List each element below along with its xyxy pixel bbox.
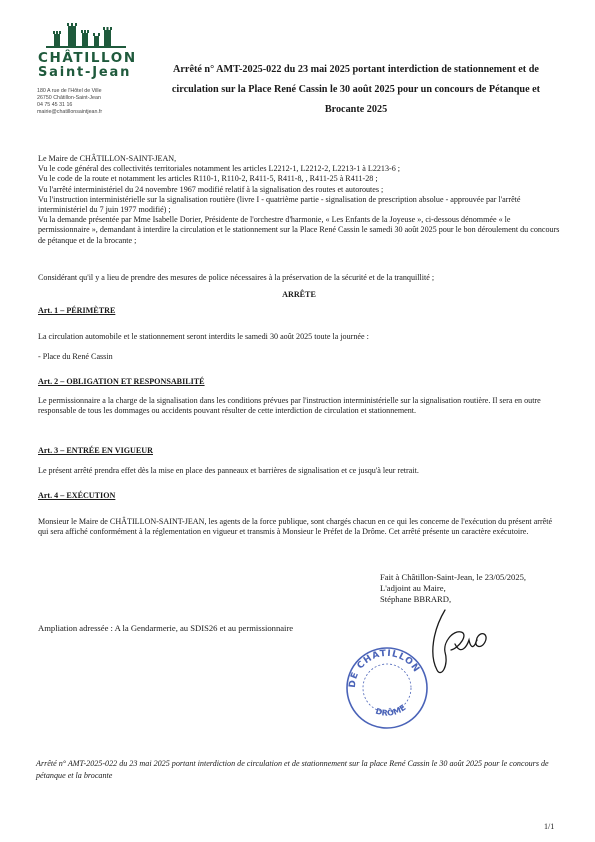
- signatory-name: Stéphane BBRARD,: [380, 594, 452, 604]
- preamble-line: Vu l'instruction interministérielle sur la signalisation routière (livre I - quatrième partie - signalisation de prescription absolue - approuvée par l'arrêté interministériel du 7 juin 1977 modifié) ;: [38, 194, 521, 215]
- address-line: 180 A rue de l'Hôtel de Ville: [37, 88, 102, 94]
- article-1-heading: Art. 1 – PÉRIMÈTRE: [38, 306, 116, 315]
- mairie-address: [37, 88, 102, 116]
- article-4-text: Monsieur le Maire de CHÂTILLON-SAINT-JEAN, les agents de la force publique, sont chargés chacun en ce qui les concerne de l'exécution du présent arrêté qui sera affiché conformément à la réglementation en vigueur et transmis à Monsieur le Préfet de la Drôme. Cet arrêté présente un caractère exécutoire.: [38, 517, 553, 537]
- page-number: 1/1: [544, 822, 555, 831]
- article-1-text: La circulation automobile et le stationnement seront interdits le samedi 30 août 2025 toute la journée :: [38, 332, 369, 341]
- preamble-line: Vu le code de la route et notamment les articles R110-1, R110-2, R411-5, R411-8, , R411-25 à R411-28 ;: [38, 174, 378, 184]
- preamble-line: Le Maire de CHÂTILLON-SAINT-JEAN,: [38, 154, 177, 163]
- article-1-location: - Place du René Cassin: [38, 352, 113, 361]
- logo-line1: CHÂTILLON: [38, 50, 137, 66]
- logo-line2: Saint-Jean: [38, 65, 132, 80]
- considerant: Considérant qu'il y a lieu de prendre des mesures de police nécessaires à la préservation de la sécurité et de la tranquillité ;: [38, 273, 435, 282]
- arrete-heading: ARRÊTE: [282, 290, 316, 299]
- signature-place-date: Fait à Châtillon-Saint-Jean, le 23/05/2025,: [380, 572, 527, 582]
- footer-reference: Arrêté n° AMT-2025-022 du 23 mai 2025 portant interdiction de circulation et de stationnement sur la place René Cassin le 30 août 2025 pour le concours de pétanque et la brocante: [36, 759, 549, 780]
- article-2-text: Le permissionnaire a la charge de la signalisation dans les conditions prévues par l'instruction interministérielle sur la signalisation routière. Il sera en outre responsable de tous les dommages ou accidents pouvant résulter de cette interdiction de circulation et stationnement.: [38, 396, 541, 416]
- stamp-bottom-text: DRÔME: [374, 702, 408, 718]
- address-line: 04 75 45 31 16: [37, 102, 73, 108]
- municipal-logo: [36, 20, 136, 90]
- article-3-text: Le présent arrêté prendra effet dès la mise en place des panneaux et barrières de signalisation et ce jusqu'à leur retrait.: [38, 466, 419, 475]
- signature-title: L'adjoint au Maire,: [380, 583, 446, 593]
- castle-icon: [36, 20, 136, 52]
- preamble-line: Vu l'arrêté interministériel du 24 novembre 1967 modifié relatif à la signalisation des routes et autoroutes ;: [38, 184, 384, 194]
- address-line: 26750 Châtillon-Saint-Jean: [37, 95, 101, 101]
- address-line: mairie@chatillonsaintjean.fr: [37, 109, 103, 115]
- article-2-heading: Art. 2 – OBLIGATION ET RESPONSABILITÉ: [38, 377, 205, 386]
- preamble-line: Vu le code général des collectivités territoriales notamment les articles L2212-1, L2212-2, L2213-1 à L2213-6 ;: [38, 164, 401, 174]
- mairie-stamp: [337, 636, 437, 736]
- preamble: [38, 154, 560, 246]
- ampliation: Ampliation adressée : A la Gendarmerie, au SDIS26 et au permissionnaire: [38, 623, 294, 633]
- preamble-line: Vu la demande présentée par Mme Isabelle Dorier, Présidente de l'orchestre d'harmonie, « Les Enfants de la Joyeuse », ci-dessous dénommée « le permissionnaire », demandant à interdire la circulation et le stationnement sur la Place René Cassin le samedi 30 août 2025 pour le bon déroulement du concours de pétanque et de la brocante ;: [38, 215, 560, 245]
- article-4-heading: Art. 4 – EXÉCUTION: [38, 491, 116, 500]
- article-3-heading: Art. 3 – ENTRÉE EN VIGUEUR: [38, 446, 153, 455]
- stamp-top-text: DE CHÂTILLON: [347, 648, 422, 689]
- svg-text:DRÔME: [374, 703, 407, 718]
- document-title: Arrêté n° AMT-2025-022 du 23 mai 2025 portant interdiction de stationnement et de circulation sur la Place René Cassin le 30 août 2025 pour un concours de Pétanque et Brocante 2025: [171, 64, 541, 115]
